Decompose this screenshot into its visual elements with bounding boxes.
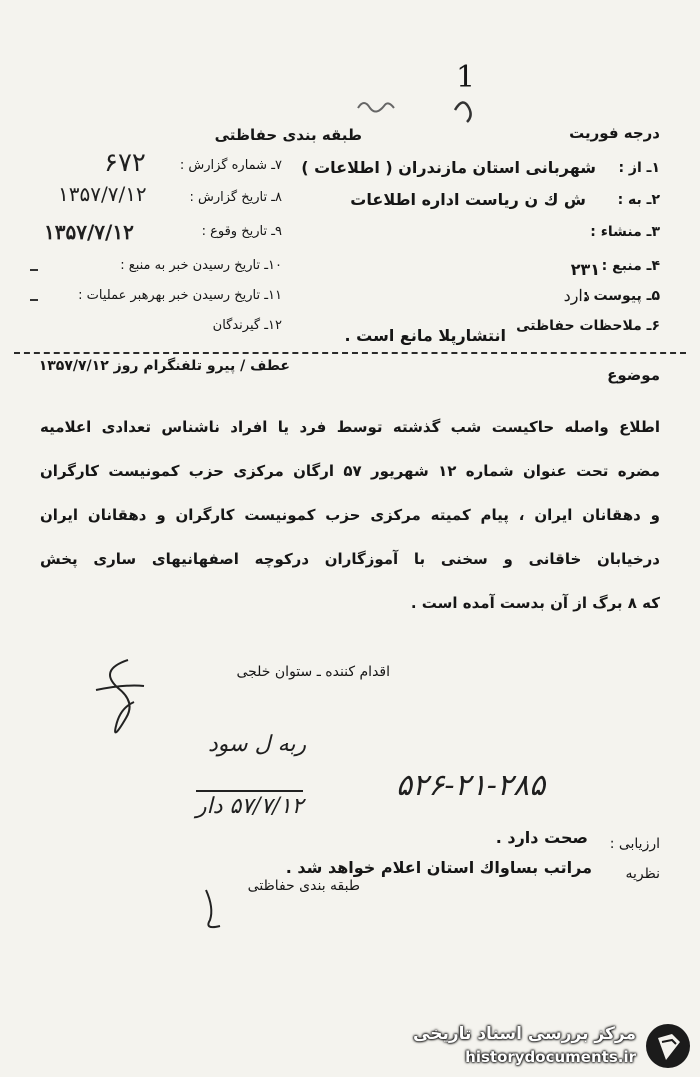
attachment-value: دارد bbox=[563, 286, 590, 305]
body-line-2: مضره تحت عنوان شماره ۱۲ شهریور ۵۷ ارگان مرکزی حزب کمونیست کارگران bbox=[40, 462, 660, 480]
evaluation-value: صحت دارد . bbox=[495, 828, 588, 847]
attachment-label: ۵ـ پیوست : bbox=[582, 288, 660, 304]
news-to-source-label: ۱۰ـ تاریخ رسیدن خبر به منبع : bbox=[120, 258, 282, 273]
body-line-5: که ۸ برگ از آن بدست آمده است . bbox=[410, 594, 660, 612]
source-value: ۲۳۱ bbox=[570, 260, 600, 279]
opinion-value: مراتب بساواك استان اعلام خواهد شد . bbox=[285, 858, 592, 877]
from-value: شهربانی استان مازندران ( اطلاعات ) bbox=[301, 158, 596, 177]
header-divider bbox=[14, 352, 686, 354]
reference-line: عطف / پیرو تلفنگرام روز ۱۳۵۷/۷/۱۲ bbox=[38, 358, 290, 374]
body-line-3: و دهقانان ایران ، پیام کمیته مرکزی حزب کمونیست کارگران و دهقانان ایران bbox=[40, 506, 660, 524]
to-value: ش ك ن ریاست اداره اطلاعات bbox=[350, 190, 586, 209]
classification-label: طبقه بندی حفاظتی bbox=[214, 126, 362, 144]
security-notes-value: انتشارپلا مانع است . bbox=[344, 326, 506, 345]
incident-date-label: ۹ـ تاریخ وقوع : bbox=[201, 224, 282, 239]
action-by: اقدام کننده ـ ستوان خلجی bbox=[236, 664, 390, 680]
from-label: ۱ـ از : bbox=[618, 160, 660, 176]
report-number-label: ۷ـ شماره گزارش : bbox=[179, 158, 282, 173]
page-number: 1 bbox=[456, 60, 476, 95]
report-number-value: ۶۷۲ bbox=[104, 148, 146, 178]
watermark-logo bbox=[406, 1018, 696, 1074]
to-label: ۲ـ به : bbox=[617, 192, 660, 208]
handwritten-note: ربه ل سود bbox=[208, 732, 307, 757]
incident-date-value: ۱۳۵۷/۷/۱۲ bbox=[44, 220, 134, 244]
origin-label: ۳ـ منشاء : bbox=[590, 224, 660, 240]
archive-folder-icon bbox=[644, 1022, 692, 1070]
source-label: ۴ـ منبع : bbox=[601, 258, 660, 274]
handwritten-date: ۵۷/۷/۱۲ دار bbox=[196, 790, 303, 819]
signature-stroke bbox=[96, 660, 144, 732]
top-scribble bbox=[358, 103, 394, 112]
report-date-label: ۸ـ تاریخ گزارش : bbox=[189, 190, 282, 205]
footer-classification: طبقه بندی حفاظتی bbox=[247, 878, 360, 894]
news-to-ops-label: ۱۱ـ تاریخ رسیدن خبر بهرهبر عملیات : bbox=[78, 288, 282, 303]
evaluation-label: ارزیابی : bbox=[609, 836, 660, 852]
opinion-label: نظریه bbox=[625, 866, 660, 882]
top-mark bbox=[455, 102, 471, 122]
body-line-4: درخیابان خاقانی و سخنی با آموزگاران درکوچه اصفهانیهای ساری پخش bbox=[40, 550, 660, 568]
watermark-url: historydocuments.ir bbox=[465, 1048, 636, 1066]
edge-marks bbox=[30, 270, 38, 300]
report-date-value: ۱۳۵۷/۷/۱۲ bbox=[58, 182, 147, 206]
subject-label: موضوع bbox=[607, 366, 660, 384]
security-notes-label: ۶ـ ملاحظات حفاظتی bbox=[516, 318, 660, 334]
urgency-label: درجه فوریت bbox=[569, 124, 660, 142]
body-line-1: اطلاع واصله حاکیست شب گذشته توسط فرد یا افراد ناشناس تعدادی اعلامیه bbox=[40, 418, 660, 436]
watermark-title: مرکز بررسی اسناد تاریخی bbox=[413, 1024, 636, 1044]
footer-signature bbox=[206, 890, 220, 927]
recipients-label: ۱۲ـ گیرندگان bbox=[212, 318, 282, 333]
archive-number: ۵۲۶-۲۱-۲۸۵ bbox=[396, 768, 546, 803]
